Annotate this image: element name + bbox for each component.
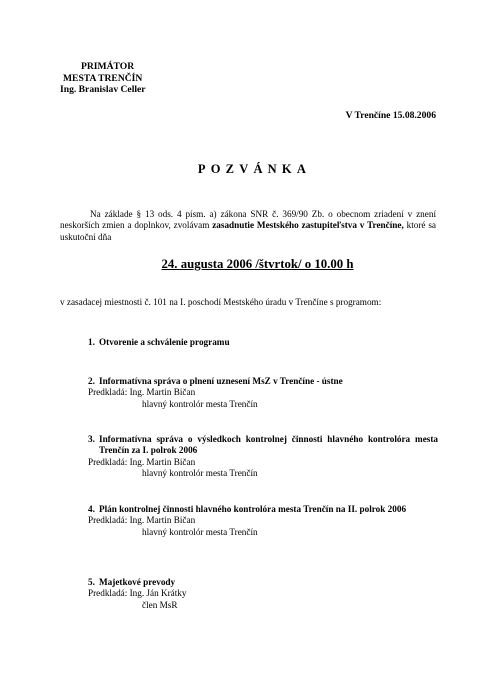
place-and-date: V Trenčíne 15.08.2006 bbox=[345, 110, 436, 121]
program-item-presenter-role: hlavný kontrolór mesta Trenčín bbox=[142, 526, 258, 537]
sender-name: Ing. Branislav Celler bbox=[60, 84, 146, 95]
program-item-title: Informatívna správa o výsledkoch kontrolnej činnosti hlavného kontrolóra mesta Trenčín za I. polrok 2006 bbox=[99, 434, 438, 456]
program-item-title: Otvorenie a schválenie programu bbox=[99, 337, 230, 347]
program-item bbox=[88, 376, 438, 410]
venue-text: v zasadacej miestnosti č. 101 na I. poschodí Mestského úradu v Trenčíne s programom: bbox=[60, 297, 382, 307]
sender-city: MESTA TRENČÍN bbox=[63, 72, 143, 84]
program-item bbox=[88, 434, 438, 479]
program-item-presenter: Predkladá: Ing. Ján Krátky bbox=[88, 588, 187, 599]
program-item-presenter: Predkladá: Ing. Martin Bičan bbox=[88, 387, 196, 398]
program-item-title: Informatívna správa o plnení uznesení MsZ v Trenčíne - ústne bbox=[99, 376, 343, 386]
intro-text-start: Na základe § 13 ods. 4 písm. a) zákona SNR č. 369/90 Zb. o obecnom zriadení v znení neskorších zmien a doplnkov, zvolávam bbox=[60, 209, 436, 231]
program-item-presenter: Predkladá: Ing. Martin Bičan bbox=[88, 456, 196, 467]
program-item-number: 3. bbox=[88, 434, 95, 444]
program-item-presenter-role: hlavný kontrolór mesta Trenčín bbox=[142, 398, 258, 409]
program-item-title: Plán kontrolnej činnosti hlavného kontrolóra mesta Trenčín na II. polrok 2006 bbox=[99, 504, 407, 514]
program-item bbox=[88, 337, 438, 348]
program-item-title: Majetkové prevody bbox=[99, 577, 176, 587]
program-item-number: 5. bbox=[88, 577, 95, 587]
program-item bbox=[88, 577, 438, 611]
sender-block bbox=[60, 61, 146, 96]
program-item-presenter-role: člen MsR bbox=[142, 599, 178, 610]
program-item-number: 2. bbox=[88, 376, 95, 386]
program-item bbox=[88, 504, 438, 538]
intro-text-end: ktoré sa uskutoční dňa bbox=[60, 220, 436, 242]
program-item-presenter-role: hlavný kontrolór mesta Trenčín bbox=[142, 467, 258, 478]
meeting-date: 24. augusta 2006 /štvrtok/ o 10.00 h bbox=[161, 257, 354, 271]
program-item-number: 1. bbox=[88, 337, 95, 347]
document-title: POZVÁNKA bbox=[197, 162, 312, 176]
sender-office: PRIMÁTOR bbox=[81, 61, 135, 72]
intro-text-bold: zasadnutie Mestského zastupiteľstva v Trenčíne, bbox=[212, 220, 404, 231]
program-item-number: 4. bbox=[88, 504, 95, 514]
intro-paragraph bbox=[60, 209, 436, 243]
program-item-presenter: Predkladá: Ing. Martin Bičan bbox=[88, 515, 196, 526]
